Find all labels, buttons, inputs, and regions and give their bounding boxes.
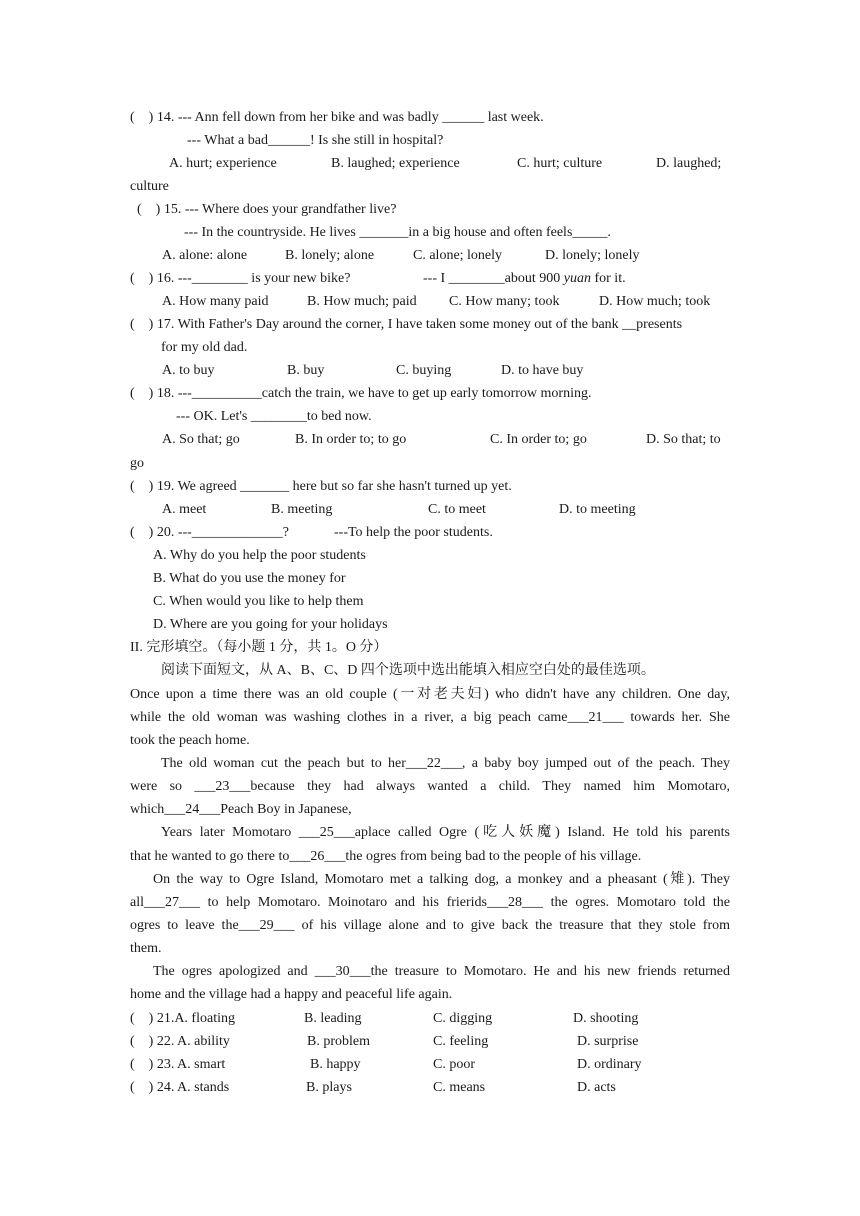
cloze-24-option-c: C. means xyxy=(433,1080,486,1095)
question-17-option-c: C. buying xyxy=(396,363,452,378)
passage-p4-line-2: all___27___ to help Momotaro. Moinotaro and his frierids___28___ the ogres. Momotaro told the xyxy=(130,895,730,910)
question-17-stem: ( ) 17. With Father's Day around the corner, I have taken some money out of the bank __presents xyxy=(130,317,683,332)
passage-p5-line-1: The ogres apologized and ___30___the treasure to Momotaro. He and his new friends returned xyxy=(153,964,730,979)
cloze-22-option-d: D. surprise xyxy=(577,1034,639,1049)
question-17-option-b: B. buy xyxy=(287,363,325,378)
passage-p1-line-3: took the peach home. xyxy=(130,733,250,748)
question-17-stem-cont: for my old dad. xyxy=(161,340,248,355)
question-15-option-d: D. lonely; lonely xyxy=(545,248,640,263)
question-18-reply: --- OK. Let's ________to bed now. xyxy=(176,409,372,424)
question-18-option-d-wrap: go xyxy=(130,456,144,471)
question-18-option-c: C. In order to; go xyxy=(490,432,587,447)
passage-p1-line-2: while the old woman was washing clothes in a river, a big peach came___21___ towards her. She xyxy=(130,710,730,725)
question-15-reply: --- In the countryside. He lives _______in a big house and often feels_____. xyxy=(184,225,611,240)
passage-p2-line-1: The old woman cut the peach but to her___22___, a baby boy jumped out of the peach. They xyxy=(161,756,730,771)
question-16-option-c: C. How many; took xyxy=(449,294,560,309)
question-14-option-d: D. laughed; xyxy=(656,156,722,171)
question-14-option-d-wrap: culture xyxy=(130,179,169,194)
cloze-22-option-c: C. feeling xyxy=(433,1034,489,1049)
question-15-option-b: B. lonely; alone xyxy=(285,248,375,263)
question-14-stem: ( ) 14. --- Ann fell down from her bike and was badly ______ last week. xyxy=(130,110,544,125)
passage-p2-line-2: were so ___23___because they had always wanted a child. They named him Momotaro, xyxy=(130,779,730,794)
passage-p5-line-2: home and the village had a happy and peaceful life again. xyxy=(130,987,453,1002)
question-18-option-b: B. In order to; to go xyxy=(295,432,407,447)
cloze-21-option-d: D. shooting xyxy=(573,1011,639,1026)
question-19-option-c: C. to meet xyxy=(428,502,486,517)
question-20-stem: ( ) 20. ---_____________? xyxy=(130,525,290,540)
question-19-option-b: B. meeting xyxy=(271,502,333,517)
question-16-option-b: B. How much; paid xyxy=(307,294,417,309)
question-19-option-a: A. meet xyxy=(162,502,207,517)
cloze-23-option-d: D. ordinary xyxy=(577,1057,642,1072)
question-15-option-c: C. alone; lonely xyxy=(413,248,503,263)
cloze-24-option-d: D. acts xyxy=(577,1080,616,1095)
question-18-option-d: D. So that; to xyxy=(646,432,721,447)
cloze-23-option-a: ( ) 23. A. smart xyxy=(130,1057,226,1072)
question-20-option-d: D. Where are you going for your holidays xyxy=(153,617,388,632)
passage-p4-line-4: them. xyxy=(130,941,162,956)
cloze-22-option-a: ( ) 22. A. ability xyxy=(130,1034,230,1049)
passage-p4-line-1: On the way to Ogre Island, Momotaro met a talking dog, a monkey and a pheasant (雉). They xyxy=(153,872,730,887)
question-16-option-a: A. How many paid xyxy=(162,294,269,309)
cloze-23-option-c: C. poor xyxy=(433,1057,475,1072)
question-15-stem: ( ) 15. --- Where does your grandfather live? xyxy=(137,202,397,217)
question-14-option-a: A. hurt; experience xyxy=(169,156,277,171)
passage-p2-line-3: which___24___Peach Boy in Japanese, xyxy=(130,802,352,817)
passage-p3-line-2: that he wanted to go there to___26___the ogres from being bad to the people of his village. xyxy=(130,849,642,864)
question-20-option-c: C. When would you like to help them xyxy=(153,594,364,609)
question-17-option-a: A. to buy xyxy=(162,363,215,378)
passage-p4-line-3: ogres to leave the___29___ of his village alone and to give back the treasure that they stole from xyxy=(130,918,730,933)
section-2-heading: II. 完形填空。（每小题 1 分，共 1。O 分） xyxy=(130,640,388,655)
question-16-option-d: D. How much; took xyxy=(599,294,711,309)
question-20-reply: ---To help the poor students. xyxy=(334,525,493,540)
question-14-option-c: C. hurt; culture xyxy=(517,156,603,171)
passage-p1-line-1: Once upon a time there was an old couple (一对老夫妇) who didn't have any children. One day, xyxy=(130,687,730,702)
cloze-23-option-b: B. happy xyxy=(310,1057,361,1072)
question-16-reply: --- I ________about 900 yuan for it. xyxy=(423,271,626,286)
question-20-option-b: B. What do you use the money for xyxy=(153,571,346,586)
cloze-24-option-a: ( ) 24. A. stands xyxy=(130,1080,230,1095)
question-20-option-a: A. Why do you help the poor students xyxy=(153,548,366,563)
question-18-option-a: A. So that; go xyxy=(162,432,240,447)
cloze-24-option-b: B. plays xyxy=(306,1080,352,1095)
question-16-stem: ( ) 16. ---________ is your new bike? xyxy=(130,271,351,286)
cloze-21-option-b: B. leading xyxy=(304,1011,362,1026)
question-14-reply: --- What a bad______! Is she still in hospital? xyxy=(187,133,444,148)
question-15-option-a: A. alone: alone xyxy=(162,248,248,263)
question-19-stem: ( ) 19. We agreed _______ here but so far she hasn't turned up yet. xyxy=(130,479,512,494)
question-17-option-d: D. to have buy xyxy=(501,363,584,378)
cloze-21-option-c: C. digging xyxy=(433,1011,493,1026)
cloze-21-option-a: ( ) 21.A. floating xyxy=(130,1011,235,1026)
question-19-option-d: D. to meeting xyxy=(559,502,636,517)
section-2-instruction: 阅读下面短文，从 A、B、C、D 四个选项中选出能填入相应空白处的最佳选项。 xyxy=(161,663,655,678)
question-14-option-b: B. laughed; experience xyxy=(331,156,460,171)
question-18-stem: ( ) 18. ---__________catch the train, we have to get up early tomorrow morning. xyxy=(130,386,592,401)
cloze-22-option-b: B. problem xyxy=(307,1034,370,1049)
passage-p3-line-1: Years later Momotaro ___25___aplace called Ogre (吃人妖魔) Island. He told his parents xyxy=(161,825,730,840)
